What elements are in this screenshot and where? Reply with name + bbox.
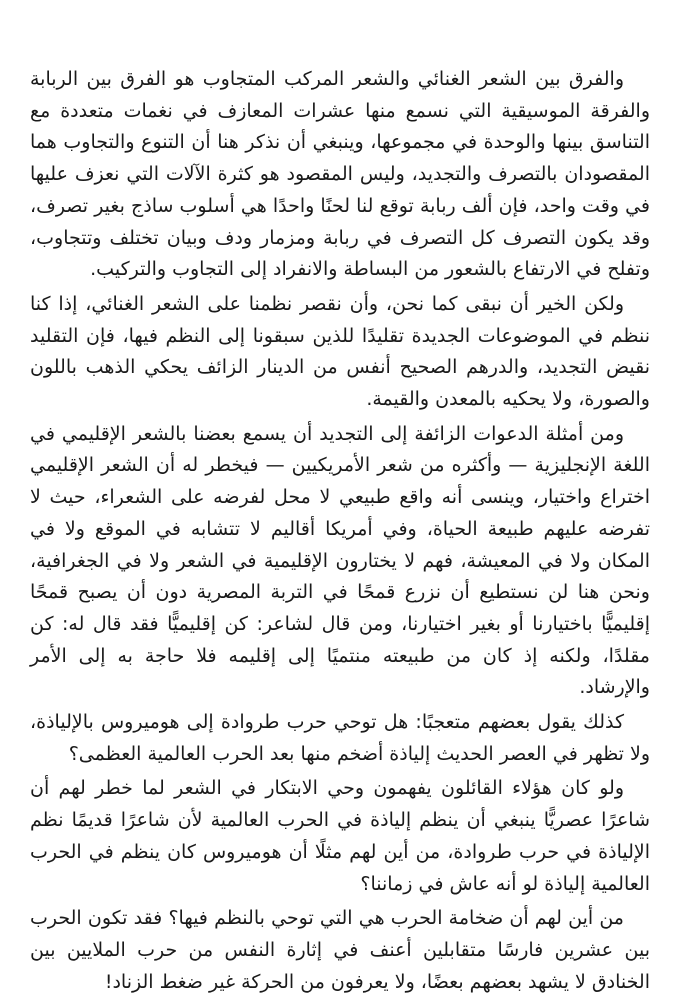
paragraph-6: من أين لهم أن ضخامة الحرب هي التي توحي بالنظم فيها؟ فقد تكون الحرب بين عشرين فارسًا متقابلين أعنف في إثارة النفس من حرب الملايين بين الخنادق لا يشهد بعضهم بعضًا، ولا يعرفون من الحركة غير ضغط الزناد! — [30, 907, 650, 993]
paragraph-3: ومن أمثلة الدعوات الزائفة إلى التجديد أن يسمع بعضنا بالشعر الإقليمي في اللغة الإنجليزية — وأكثره من شعر الأمريكيين — فيخطر له أن الشعر الإقليمي اختراع واختيار، وينسى أنه واقع طبيعي لا محل لفرضه على الشعراء، حيث لا تفرضه عليهم طبيعة الحياة، وفي أمريكا أقاليم لا تتشابه في الموقع ولا في المكان ولا في المعيشة، فهم لا يختارون الإقليمية في الشعر ولا في الجغرافية، ونحن هنا لن نستطيع أن نزرع قمحًا في التربة المصرية دون أن يصبح قمحًا إقليميًّا باختيارنا أو بغير اختيارنا، ومن قال لشاعر: كن إقليميًّا فقد قال له: كن مقلدًا، ولكنه إذ كان من طبيعته منتميًا إلى إقليمه فلا حاجة به إلى الأمر والإرشاد. — [30, 422, 650, 699]
paragraph-1: والفرق بين الشعر الغنائي والشعر المركب المتجاوب هو الفرق بين الربابة والفرقة الموسيقية التي نسمع منها عشرات المعازف في نغمات متعددة مع التناسق بينها والوحدة في مجموعها، وينبغي أن نذكر هنا أن التنوع والتجاوب هما المقصودان بالتصرف والتجديد، وليس المقصود هو كثرة الآلات التي نعزف عليها في وقت واحد، فإن ألف ربابة توقع لنا لحنًا واحدًا هي أسلوب ساذج بغير تصرف، وقد يكون التصرف كل التصرف في ربابة ومزمار ودف وبيان تختلف وتتجاوب، وتفلح في الارتفاع بالشعور من البساطة والانفراد إلى التجاوب والتركيب. — [30, 68, 650, 281]
text-column — [30, 64, 650, 1001]
paragraph-4: كذلك يقول بعضهم متعجبًا: هل توحي حرب طروادة إلى هوميروس بالإلياذة، ولا تظهر في العصر الحديث إلياذة أضخم منها بعد الحرب العالمية العظمى؟ — [30, 711, 650, 765]
paragraph-2: ولكن الخير أن نبقى كما نحن، وأن نقصر نظمنا على الشعر الغنائي، إذا كنا ننظم في الموضوعات الجديدة تقليدًا للذين سبقونا إلى النظم فيها، فإن التقليد نقيض التجديد، والدرهم الصحيح أنفس من الدينار الزائف يحكي الذهب باللون والصورة، ولا يحكيه بالمعدن والقيمة. — [30, 292, 650, 411]
paragraph-5: ولو كان هؤلاء القائلون يفهمون وحي الابتكار في الشعر لما خطر لهم أن شاعرًا عصريًّا ينبغي أن ينظم إلياذة في الحرب العالمية لأن شاعرًا قديمًا نظم الإلياذة في حرب طروادة، من أين لهم مثلًا أن هوميروس كان ينظم في الحرب العالمية إلياذة لو أنه عاش في زماننا؟ — [30, 777, 650, 895]
